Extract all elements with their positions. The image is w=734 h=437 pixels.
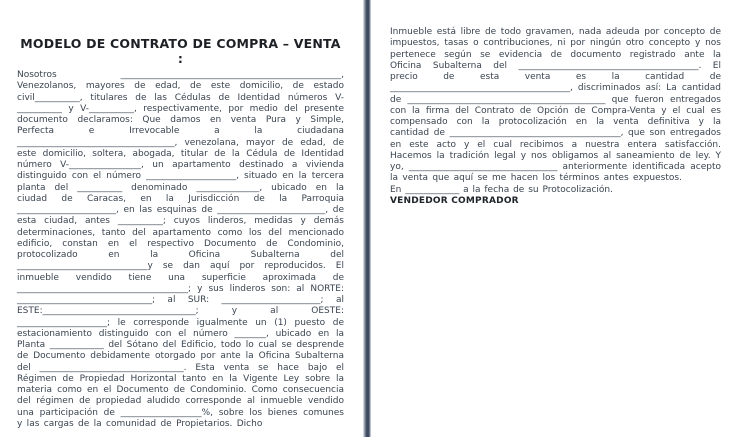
contract-body-left: Nosotros _________________________________________________, Venezolanos, mayores de edad, de este domicilio, de estado civil__________, titulares de las Cédulas de Identidad números V-__________ y V-__________, respectivamente, por medio del presente documento declaramos: Que damos en venta Pura y Simple, Perfecta e Irrevocable a la ciudadana ___________________________________, venezolana, mayor de edad, de este domicilio, soltera, abogada, titular de la Cédula de Identidad número V-________________, un apartamento destinado a vivienda distinguido con el número ____________________, situado en la tercera planta del __________ denominado ______________, ubicado en la ciudad de Caracas, en la Jurisdicción de la Parroquia ______________________, en las esquinas de ________________________, de esta ciudad, antes __________; cuyos linderos, medidas y demás determinaciones, tanto del apartamento como los del mencionado edificio, constan en el respectivo Documento de Condominio, protocolizado en la Oficina Subalterna del _____________________________y se dan aquí por reproducidos. El inmueble vendido tiene una superficie aproximada de ______________________________________; y sus linderos son: al NORTE: ______________________________; al SUR: ______________________; al ESTE:__________________________________; y al OESTE: ____________________; le corresponde igualmente un (1) puesto de estacionamiento distinguido con el número _______, ubicado en la Planta ____________ del Sótano del Edificio, todo lo cual se desprende de Documento debidamente otorgado por ante la Oficina Subalterna del ________________________________. Esta venta se hace bajo el Régimen de Propiedad Horizontal tanto en la Vigente Ley sobre la materia como en el Documento de Condominio. Como consecuencia del régimen de propiedad aludido corresponde al inmueble vendido una participación de __________________%, sobre los bienes comunes y las cargas de la comunidad de Propietarios. Dicho <box>17 70 344 429</box>
protocolization-date-line: En ____________ a la fecha de su Protocolización. <box>390 184 613 195</box>
contract-body-right: Inmueble está libre de todo gravamen, nada adeuda por concepto de impuestos, tasas o contribuciones, ni por ningún otro concepto y nos pertenece según se evidencia de documento registrado ante la Oficina Subalterna del ________________________________________. El precio de esta venta es la cantidad de ________________________________________, discriminados así: La cantidad de ____________________________________________ que fueron entregados con la firma del Contrato de Opción de Compra-Venta y el cual es compensado con la protocolización en la venta definitiva y la cantidad de ______________________________________, que son entregados en este acto y el cual recibimos a nuestra entera satisfacción. Hacemos la tradición legal y nos obligamos al saneamiento de ley. Y yo, _________________________________ anteriormente identificada acepto la venta que aquí se me hacen los términos antes expuestos. <box>390 27 721 184</box>
contract-page-right <box>371 0 734 437</box>
contract-page-left <box>0 0 364 437</box>
contract-title: MODELO DE CONTRATO DE COMPRA – VENTA : <box>20 36 341 66</box>
page-divider <box>363 0 371 437</box>
signature-line: VENDEDOR COMPRADOR <box>390 195 519 206</box>
